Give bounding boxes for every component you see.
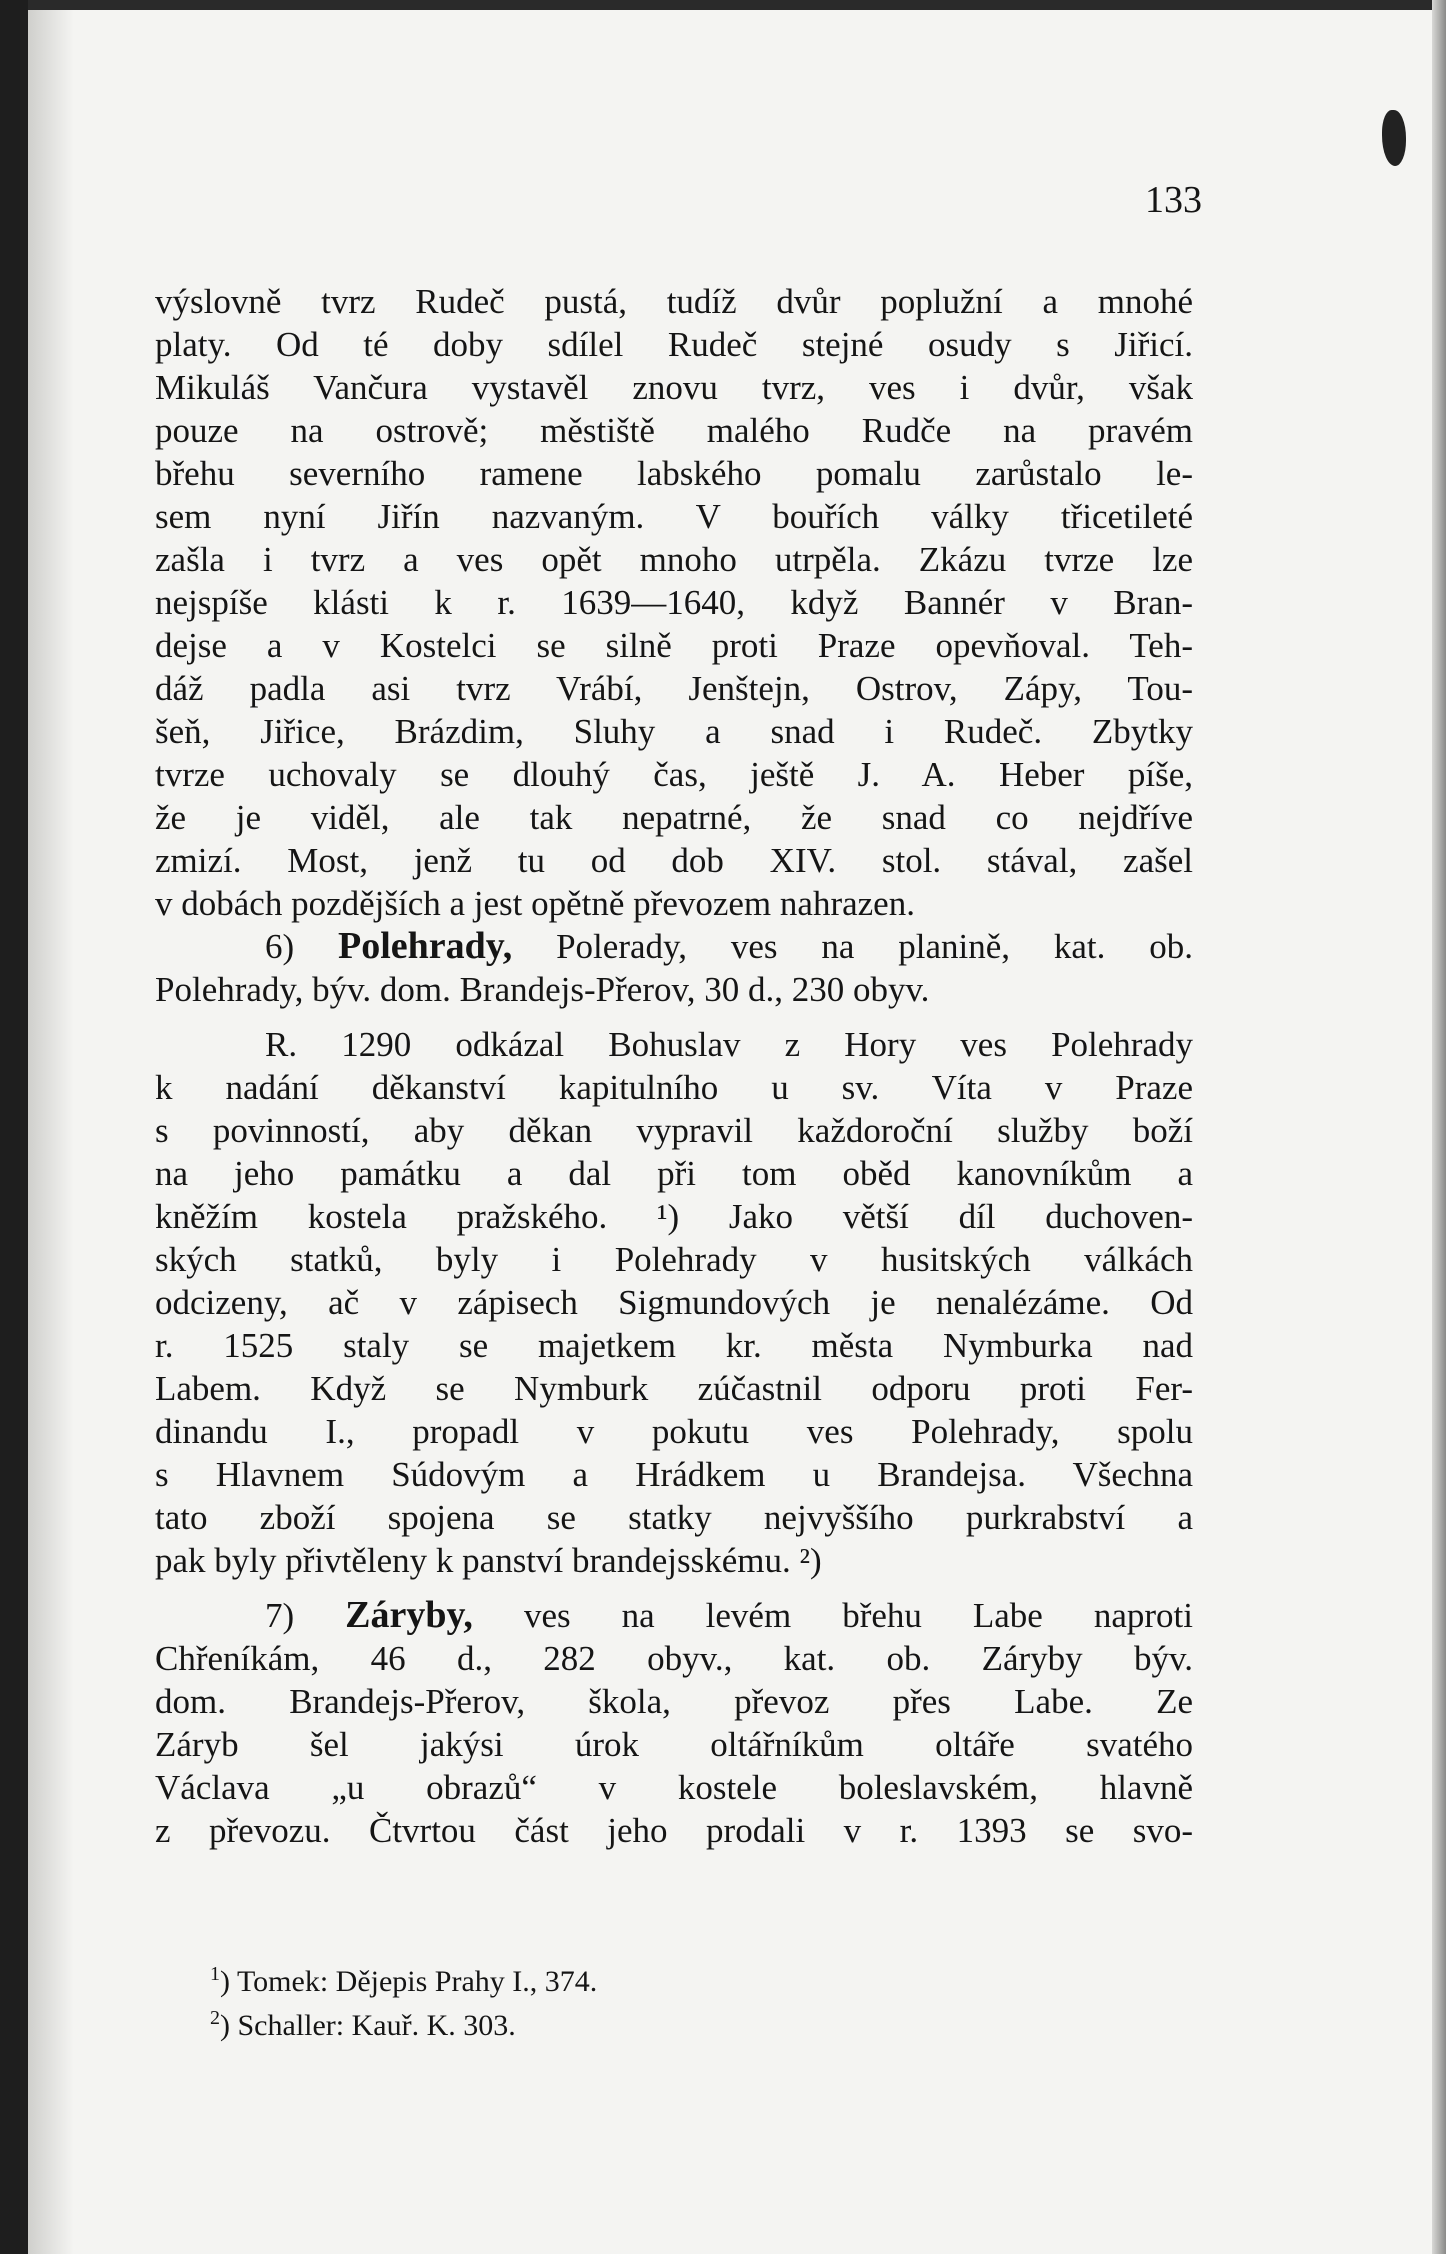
section-6-polehrady [155,925,1193,1582]
ink-blot [1382,110,1406,166]
footnote-text: Tomek: Dějepis Prahy I., 374. [236,1965,598,1998]
section-number: 6) [265,927,295,966]
text-line: s povinností, aby děkan vypravil každoroční služby boží [155,1111,1193,1150]
section-heading-line [155,925,1193,968]
text-line: Polehrady, býv. dom. Brandejs-Přerov, 30 d., 230 obyv. [155,970,930,1009]
text-line: zašla i tvrz a ves opět mnoho utrpěla. Zkázu tvrze lze [155,540,1193,579]
text-line: pouze na ostrově; městiště malého Rudče na pravém [155,411,1193,450]
section-title: Polehrady, [338,925,513,967]
section-intro: ves na levém břehu Labe naproti [523,1596,1193,1635]
text-line: Záryb šel jakýsi úrok oltářníkům oltáře svatého [155,1725,1193,1764]
section-title: Záryby, [345,1594,473,1636]
section-heading-line [155,1594,1193,1637]
footnote-mark: 1 [210,1963,220,1985]
text-line: R. 1290 odkázal Bohuslav z Hory ves Polehrady [265,1025,1193,1064]
text-line: tvrze uchovaly se dlouhý čas, ještě J. A. Heber píše, [155,755,1193,794]
text-line: r. 1525 staly se majetkem kr. města Nymburka nad [155,1326,1193,1365]
text-line: dom. Brandejs-Přerov, škola, převoz přes Labe. Ze [155,1682,1193,1721]
text-line: platy. Od té doby sdílel Rudeč stejné osudy s Jiřicí. [155,325,1193,364]
text-line: Labem. Když se Nymburk zúčastnil odporu proti Fer- [155,1369,1193,1408]
text-line: v dobách pozdějších a jest opětně převozem nahrazen. [155,884,915,923]
text-line: zmizí. Most, jenž tu od dob XIV. stol. stával, zašel [155,841,1193,880]
page-number: 133 [1145,179,1202,221]
text-line: na jeho památku a dal při tom oběd kanovníkům a [155,1154,1193,1193]
text-line: dáž padla asi tvrz Vrábí, Jenštejn, Ostrov, Zápy, Tou- [155,669,1193,708]
scan-edge-left [0,0,28,2254]
text-line: Mikuláš Vančura vystavěl znovu tvrz, ves i dvůr, však [155,368,1193,407]
text-line: břehu severního ramene labského pomalu zarůstalo le- [155,454,1193,493]
text-line: sem nyní Jiřín nazvaným. V bouřích války třicetileté [155,497,1193,536]
text-line: s Hlavnem Súdovým a Hrádkem u Brandejsa. Všechna [155,1455,1193,1494]
text-line: ských statků, byly i Polehrady v husitských válkách [155,1240,1193,1279]
body-text [155,280,1193,1852]
text-line: odcizeny, ač v zápisech Sigmundových je nenalézáme. Od [155,1283,1193,1322]
text-line: pak byly přivtěleny k panství brandejsskému. ²) [155,1541,822,1580]
page-gutter-shade [28,10,74,2254]
text-line: nejspíše klásti k r. 1639—1640, když Bannér v Bran- [155,583,1193,622]
footnote: $^1$) Tomek: Dějepis Prahy I., 374. [210,1963,598,1998]
text-line: k nadání děkanství kapitulního u sv. Víta v Praze [155,1068,1193,1107]
paragraph-1 [155,280,1193,925]
scan-edge-right [1432,0,1446,2254]
text-line: z převozu. Čtvrtou část jeho prodali v r. 1393 se svo- [155,1811,1193,1850]
text-line: Václava „u obrazů“ v kostele boleslavském, hlavně [155,1768,1193,1807]
text-line: kněžím kostela pražského. ¹) Jako větší díl duchoven- [155,1197,1193,1236]
text-line: dejse a v Kostelci se silně proti Praze opevňoval. Teh- [155,626,1193,665]
text-line: tato zboží spojena se statky nejvyššího purkrabství a [155,1498,1193,1537]
footnote-text: Schaller: Kauř. K. 303. [237,2009,516,2042]
scan-edge-top [0,0,1446,10]
text-line: šeň, Jiřice, Brázdim, Sluhy a snad i Rudeč. Zbytky [155,712,1193,751]
footnotes [210,1956,910,2044]
text-line: Chřeníkám, 46 d., 282 obyv., kat. ob. Záryby býv. [155,1639,1193,1678]
text-line: výslovně tvrz Rudeč pustá, tudíž dvůr poplužní a mnohé [155,282,1193,321]
text-line: dinandu I., propadl v pokutu ves Polehrady, spolu [155,1412,1193,1451]
section-7-zaryby [155,1594,1193,1852]
section-number: 7) [265,1596,295,1635]
section-intro: Polerady, ves na planině, kat. ob. [556,927,1193,966]
footnote: $^2$) Schaller: Kauř. K. 303. [210,2007,516,2042]
footnote-mark: 2 [210,2007,220,2029]
text-line: že je viděl, ale tak nepatrné, že snad co nejdříve [155,798,1193,837]
